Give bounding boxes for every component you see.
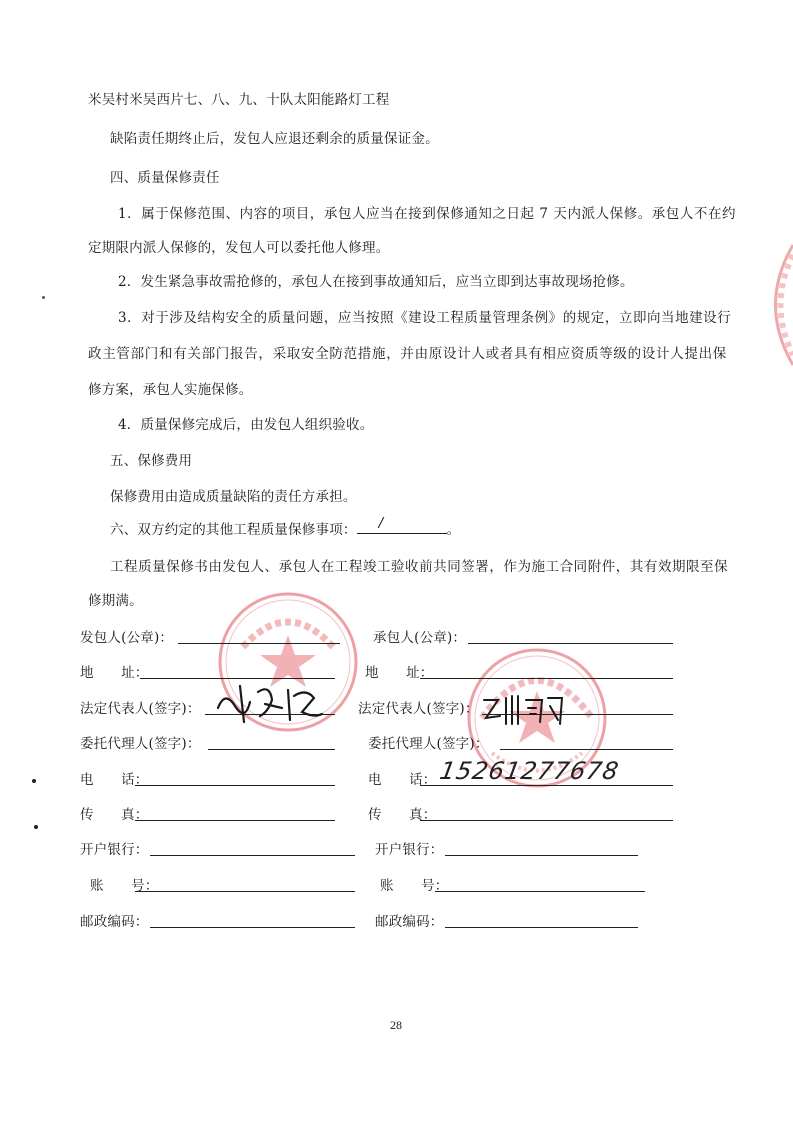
section-6 <box>110 515 461 538</box>
contractor-phone-handwritten: 15261277678 <box>437 757 622 785</box>
contractor-phone-label: 电 话： <box>368 772 437 788</box>
employer-signature <box>210 678 330 728</box>
section-6-prefix: 六、双方约定的其他工程质量保修事项： <box>110 522 357 538</box>
edge-seal-fragment <box>753 240 793 370</box>
contractor-agent-label: 委托代理人(签字)： <box>368 736 489 752</box>
scan-speck <box>32 779 36 783</box>
employer-field <box>178 642 340 644</box>
section-4-heading: 四、质量保修责任 <box>110 170 220 186</box>
employer-fax-label: 传 真： <box>80 807 149 823</box>
closing-line-2: 修期满。 <box>88 593 143 609</box>
contractor-label: 承包人(公章)： <box>373 630 467 646</box>
scan-speck <box>42 296 45 299</box>
contractor-legal-rep-label: 法定代表人(签字)： <box>358 701 479 717</box>
contractor-fax-label: 传 真： <box>368 807 437 823</box>
section-6-blank <box>357 515 447 534</box>
item-3-line-3: 修方案，承包人实施保修。 <box>88 382 253 398</box>
employer-account-field <box>135 890 355 892</box>
contractor-field <box>468 642 673 644</box>
project-title: 米吴村米吴西片七、八、九、十队太阳能路灯工程 <box>88 92 390 108</box>
page-number: 28 <box>390 1018 402 1032</box>
employer-phone-label: 电 话： <box>80 772 149 788</box>
employer-postcode-label: 邮政编码： <box>80 914 149 930</box>
item-3-line-2: 政主管部门和有关部门报告，采取安全防范措施，并由原设计人或者具有相应资质等级的设计人提出保 <box>88 346 727 362</box>
closing-line-1: 工程质量保修书由发包人、承包人在工程竣工验收前共同签署，作为施工合同附件，其有效期限至保 <box>110 559 729 575</box>
item-1-line-2: 定期限内派人保修的，发包人可以委托他人修理。 <box>88 240 390 256</box>
contractor-account-label: 账 号： <box>380 878 449 894</box>
contractor-agent-field <box>500 748 673 750</box>
contractor-fax-field <box>420 819 673 821</box>
contractor-bank-field <box>445 854 638 856</box>
contractor-address-field <box>420 677 673 679</box>
item-1-line-1: 1．属于保修范围、内容的项目，承包人应当在接到保修通知之日起 7 天内派人保修。承包人不在约 <box>118 206 737 222</box>
item-4: 4．质量保修完成后，由发包人组织验收。 <box>118 417 374 433</box>
employer-account-label: 账 号： <box>90 878 159 894</box>
section-5-heading: 五、保修费用 <box>110 453 193 469</box>
employer-fax-field <box>135 819 335 821</box>
employer-bank-field <box>150 854 355 856</box>
employer-agent-field <box>208 748 335 750</box>
section-5-text: 保修费用由造成质量缺陷的责任方承担。 <box>110 489 357 505</box>
contractor-account-field <box>435 890 645 892</box>
contractor-postcode-field <box>445 926 638 928</box>
contractor-postcode-label: 邮政编码： <box>375 914 444 930</box>
contractor-address-label: 地 址： <box>365 665 434 681</box>
item-3-line-1: 3．对于涉及结构安全的质量问题，应当按照《建设工程质量管理条例》的规定，立即向当地建设行 <box>118 310 732 326</box>
contractor-signature <box>478 690 568 730</box>
item-2: 2．发生紧急事故需抢修的，承包人在接到事故通知后，应当立即到达事故现场抢修。 <box>118 274 634 290</box>
contractor-bank-label: 开户银行： <box>375 842 444 858</box>
employer-postcode-field <box>150 926 355 928</box>
section-6-value: / <box>378 515 384 531</box>
warranty-end-text: 缺陷责任期终止后，发包人应退还剩余的质量保证金。 <box>110 131 439 147</box>
employer-address-label: 地 址： <box>80 665 149 681</box>
scan-speck <box>34 825 38 829</box>
section-6-suffix: 。 <box>446 522 461 538</box>
employer-phone-field <box>135 784 335 786</box>
employer-legal-rep-label: 法定代表人(签字)： <box>80 701 201 717</box>
employer-agent-label: 委托代理人(签字)： <box>80 736 201 752</box>
employer-label: 发包人(公章)： <box>80 630 174 646</box>
employer-bank-label: 开户银行： <box>80 842 149 858</box>
